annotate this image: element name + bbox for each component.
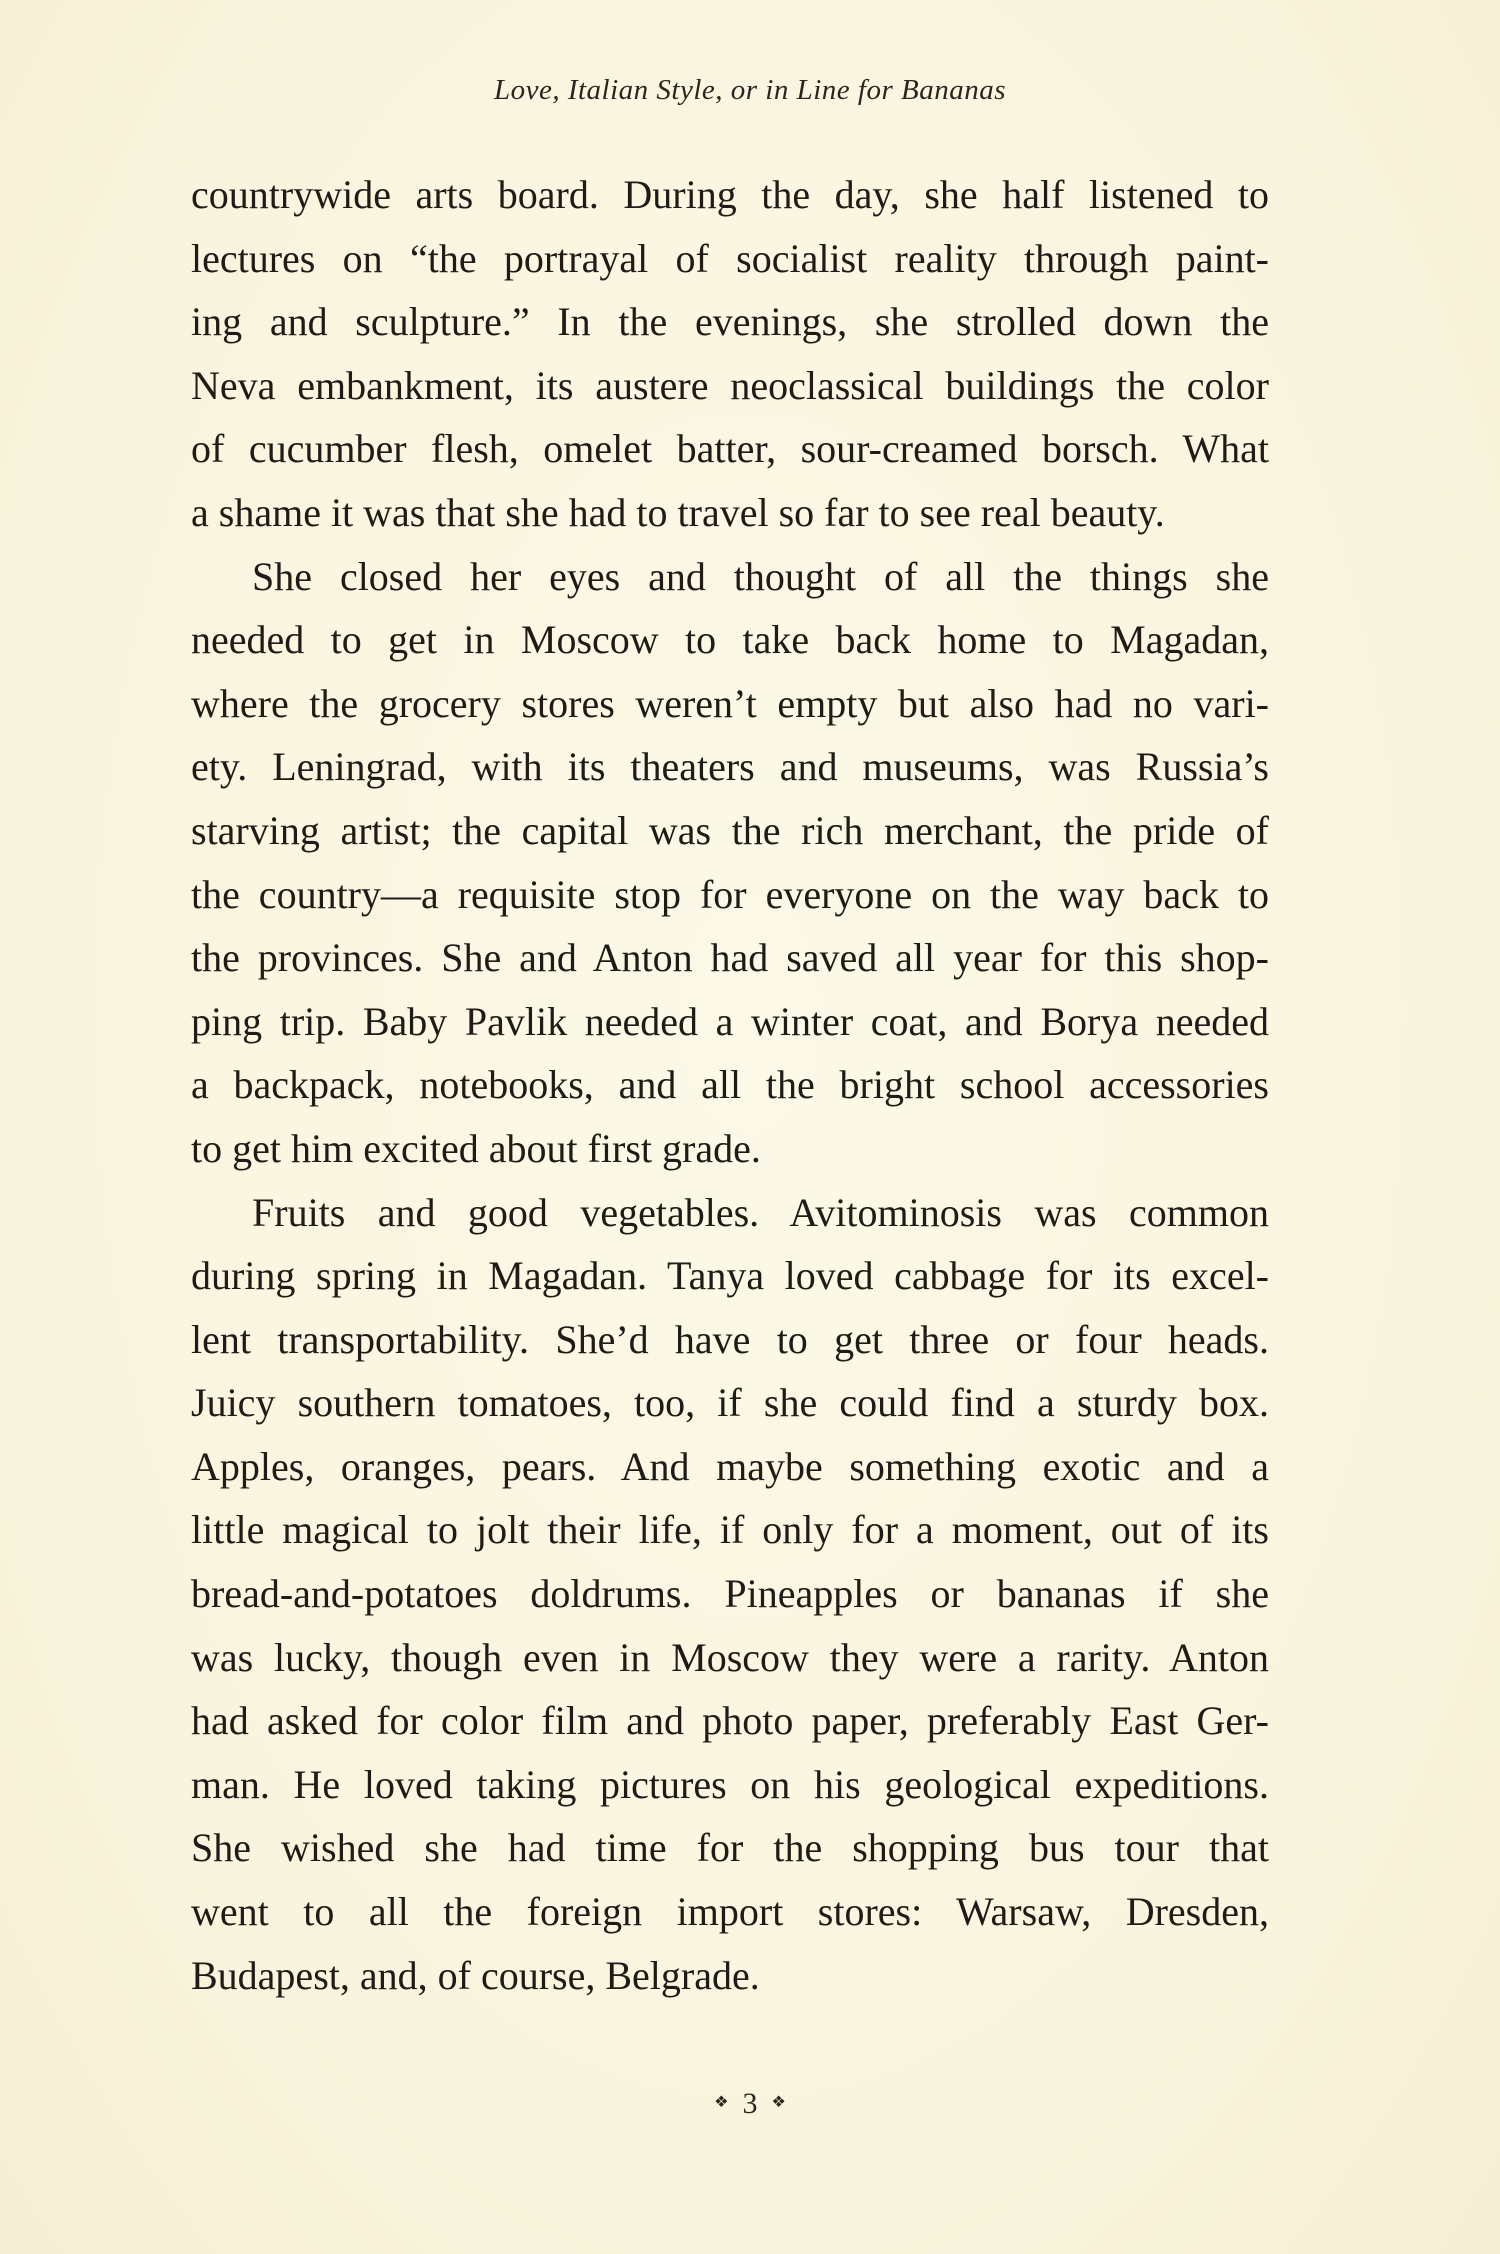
- text-line: Neva embankment, its austere neoclassical buildings the color: [191, 362, 1269, 408]
- text-line: where the grocery stores weren’t empty but also had no vari-: [191, 680, 1269, 726]
- text-line: the country—a requisite stop for everyone on the way back to: [191, 871, 1269, 917]
- page-number: 3: [742, 2087, 758, 2120]
- text-line: needed to get in Moscow to take back home to Magadan,: [191, 617, 1269, 663]
- text-line: She closed her eyes and thought of all the things she: [252, 553, 1269, 599]
- text-line: lectures on “the portrayal of socialist reality through paint-: [191, 235, 1269, 281]
- text-line: Fruits and good vegetables. Avitominosis was common: [252, 1189, 1269, 1235]
- text-line: Budapest, and, of course, Belgrade.: [191, 1952, 760, 1998]
- text-line: lent transportability. She’d have to get three or four heads.: [191, 1316, 1269, 1362]
- paragraph: [191, 1181, 1269, 2008]
- folio-ornament-right-icon: ❖: [771, 2094, 786, 2111]
- text-line: a backpack, notebooks, and all the bright school accessories: [191, 1062, 1269, 1108]
- page-folio: [0, 2087, 1500, 2121]
- text-line: was lucky, though even in Moscow they were a rarity. Anton: [191, 1634, 1269, 1680]
- text-line: Juicy southern tomatoes, too, if she could find a sturdy box.: [191, 1380, 1269, 1426]
- text-line: She wished she had time for the shopping bus tour that: [191, 1825, 1269, 1871]
- text-line: to get him excited about first grade.: [191, 1125, 761, 1171]
- body-text: [191, 163, 1269, 2007]
- text-line: of cucumber flesh, omelet batter, sour-creamed borsch. What: [191, 426, 1269, 472]
- folio-ornament-left-icon: ❖: [714, 2094, 729, 2111]
- text-line: Apples, oranges, pears. And maybe something exotic and a: [191, 1443, 1269, 1489]
- text-line: bread-and-potatoes doldrums. Pineapples or bananas if she: [191, 1571, 1269, 1617]
- text-line: man. He loved taking pictures on his geological expeditions.: [191, 1761, 1269, 1807]
- paragraph: [191, 163, 1269, 545]
- paragraph: [191, 545, 1269, 1181]
- text-line: little magical to jolt their life, if only for a moment, out of its: [191, 1507, 1269, 1553]
- text-line: went to all the foreign import stores: Warsaw, Dresden,: [191, 1889, 1269, 1935]
- text-line: ping trip. Baby Pavlik needed a winter coat, and Borya needed: [191, 998, 1269, 1044]
- text-line: ety. Leningrad, with its theaters and museums, was Russia’s: [191, 744, 1269, 790]
- text-line: ing and sculpture.” In the evenings, she strolled down the: [191, 299, 1269, 345]
- text-line: countrywide arts board. During the day, she half listened to: [191, 172, 1269, 217]
- text-line: starving artist; the capital was the rich merchant, the pride of: [191, 807, 1269, 853]
- text-line: the provinces. She and Anton had saved all year for this shop-: [191, 935, 1269, 981]
- text-line: a shame it was that she had to travel so far to see real beauty.: [191, 489, 1165, 535]
- text-line: during spring in Magadan. Tanya loved cabbage for its excel-: [191, 1253, 1269, 1299]
- text-line: had asked for color film and photo paper, preferably East Ger-: [191, 1698, 1269, 1744]
- running-head: Love, Italian Style, or in Line for Bananas: [493, 74, 1007, 106]
